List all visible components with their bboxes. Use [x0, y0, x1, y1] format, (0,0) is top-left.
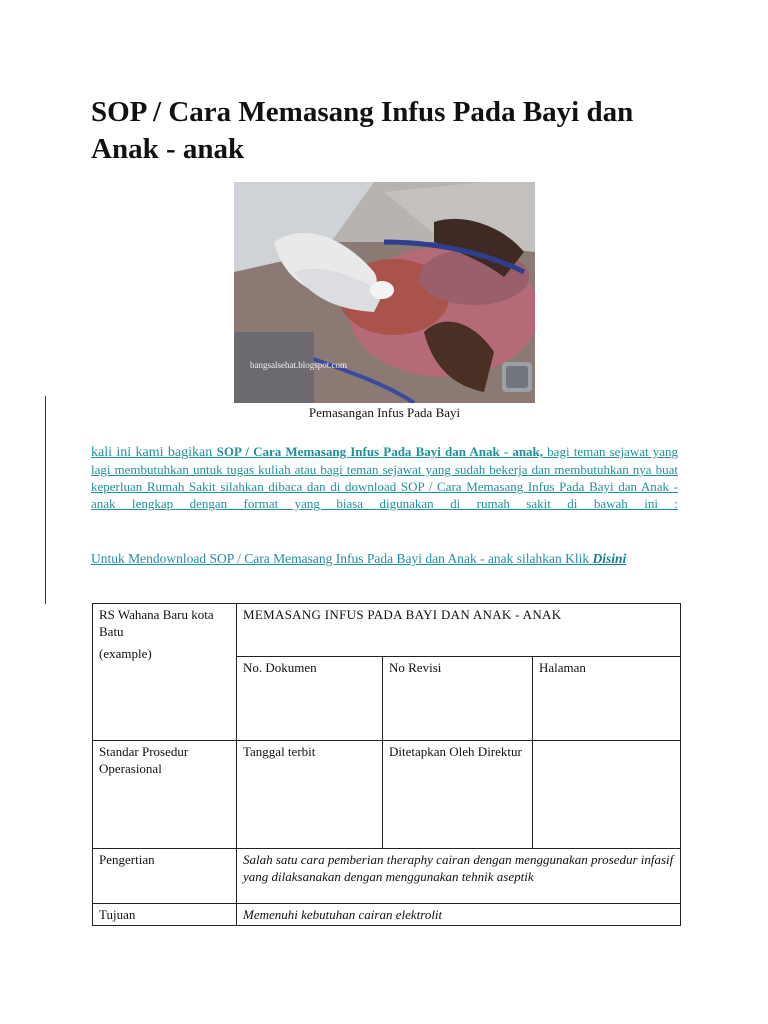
intro-rest[interactable]: bagi teman sejawat yang lagi membutuhkan untuk tugas kuliah atau bagi teman sejawat yang sudah bekerja dan membutuhkan nya buat keperluan Rumah Sakit silahkan dibaca dan di download SOP / Cara Memasang Infus Pada Bayi dan Anak - anak lengkap dengan format yang biasa digunakan di rumah sakit di bawah ini : [91, 444, 679, 511]
table-row [93, 741, 681, 849]
page-margin-marker [45, 396, 46, 604]
photo-watermark: bangsalsehat.blogspot.com [250, 360, 347, 370]
revision-header: No Revisi [383, 657, 533, 741]
download-text[interactable]: Untuk Mendownload SOP / Cara Memasang Infus Pada Bayi dan Anak - anak silahkan Klik [91, 551, 593, 566]
definition-label: Pengertian [93, 849, 237, 904]
intro-highlight-link[interactable]: SOP / Cara Memasang Infus Pada Bayi dan Anak - anak, [216, 444, 544, 459]
table-row [93, 849, 681, 904]
table-row [93, 904, 681, 926]
image-caption: Pemasangan Infus Pada Bayi [308, 405, 461, 420]
download-link[interactable]: Disini [592, 551, 627, 566]
definition-text: Salah satu cara pemberian theraphy cairan dengan menggunakan prosedur infasif yang dilaksanakan dengan menggunakan tehnik aseptik [237, 849, 681, 904]
procedure-title: MEMASANG INFUS PADA BAYI DAN ANAK - ANAK [237, 604, 681, 657]
page-header: Halaman [533, 657, 681, 741]
download-paragraph [91, 550, 678, 568]
intro-lead[interactable]: kali ini kami bagikan [91, 445, 217, 460]
sop-label: Standar Prosedur Operasional [93, 741, 237, 849]
example-note: (example) [99, 646, 152, 661]
infusion-photo [234, 182, 535, 403]
table-row [93, 604, 681, 657]
purpose-label: Tujuan [93, 904, 237, 926]
sop-table [92, 603, 681, 926]
approved-by-label: Ditetapkan Oleh Direktur [383, 741, 533, 849]
purpose-text: Memenuhi kebutuhan cairan elektrolit [237, 904, 681, 926]
doc-number-header: No. Dokumen [237, 657, 383, 741]
hospital-name: RS Wahana Baru kota Batu [99, 607, 214, 639]
intro-paragraph [91, 443, 678, 512]
hospital-cell [93, 604, 237, 741]
issue-date-label: Tanggal terbit [237, 741, 383, 849]
page-title: SOP / Cara Memasang Infus Pada Bayi dan Anak - anak [91, 96, 634, 165]
empty-cell [533, 741, 681, 849]
